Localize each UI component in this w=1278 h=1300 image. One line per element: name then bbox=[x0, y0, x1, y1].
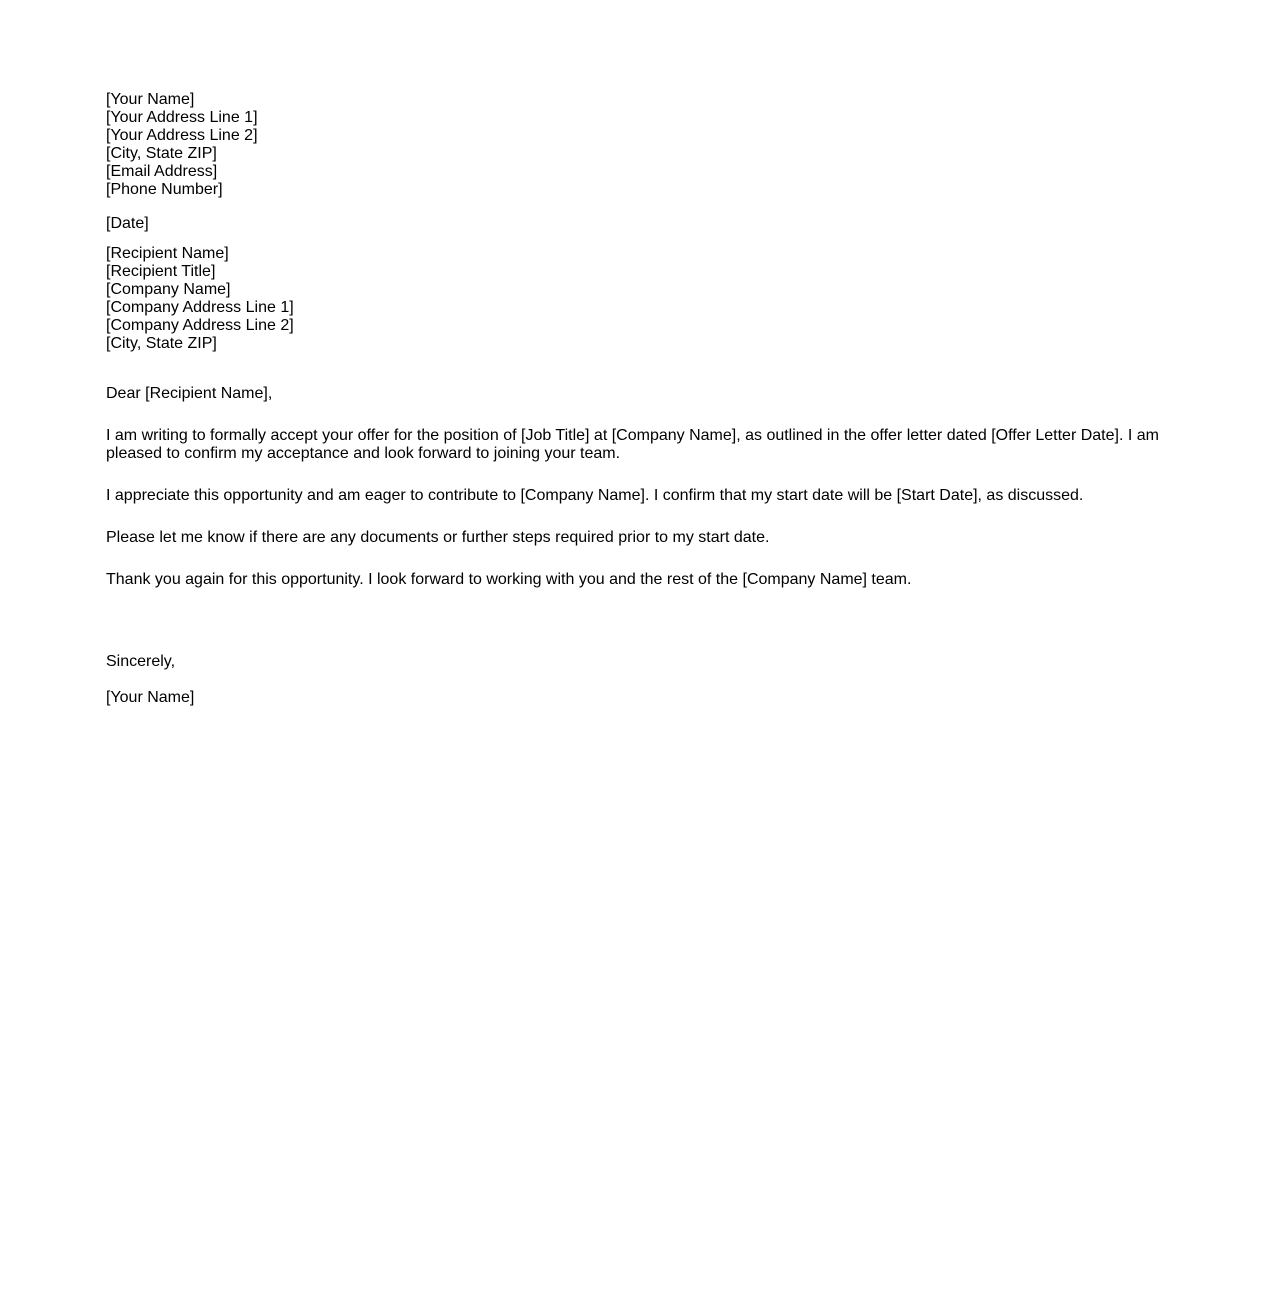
signature-name: [Your Name] bbox=[106, 689, 195, 706]
recipient-address-line-1: [Company Address Line 1] bbox=[106, 299, 294, 316]
sender-address-line-2: [Your Address Line 2] bbox=[106, 127, 258, 144]
recipient-company: [Company Name] bbox=[106, 281, 231, 298]
body-paragraph: Thank you again for this opportunity. I look forward to working with you and the rest of the [Company Name] team. bbox=[106, 571, 912, 588]
recipient-title: [Recipient Title] bbox=[106, 263, 216, 280]
recipient-name: [Recipient Name] bbox=[106, 245, 229, 262]
recipient-address-line-2: [Company Address Line 2] bbox=[106, 317, 294, 334]
sender-address-block bbox=[106, 91, 1186, 199]
body-paragraph: I am writing to formally accept your offer for the position of [Job Title] at [Company Name], as outlined in the offer letter dated [Offer Letter Date]. I am pleased to confirm my acceptance and look forward to joining your team. bbox=[106, 427, 1159, 462]
letter-date: [Date] bbox=[106, 215, 149, 232]
sender-email: [Email Address] bbox=[106, 163, 218, 180]
closing: Sincerely, bbox=[106, 653, 176, 670]
sender-address-line-1: [Your Address Line 1] bbox=[106, 109, 258, 126]
sender-phone: [Phone Number] bbox=[106, 181, 223, 198]
body-paragraph: Please let me know if there are any documents or further steps required prior to my start date. bbox=[106, 529, 770, 546]
sender-name: [Your Name] bbox=[106, 91, 195, 108]
sender-city-state-zip: [City, State ZIP] bbox=[106, 145, 217, 162]
date-block bbox=[106, 215, 1186, 233]
recipient-address-block bbox=[106, 245, 1186, 353]
recipient-city-state-zip: [City, State ZIP] bbox=[106, 335, 217, 352]
letter-document bbox=[106, 91, 1186, 707]
body-paragraph: I appreciate this opportunity and am eager to contribute to [Company Name]. I confirm that my start date will be [Start Date], as discussed. bbox=[106, 487, 1084, 504]
salutation: Dear [Recipient Name], bbox=[106, 385, 273, 402]
